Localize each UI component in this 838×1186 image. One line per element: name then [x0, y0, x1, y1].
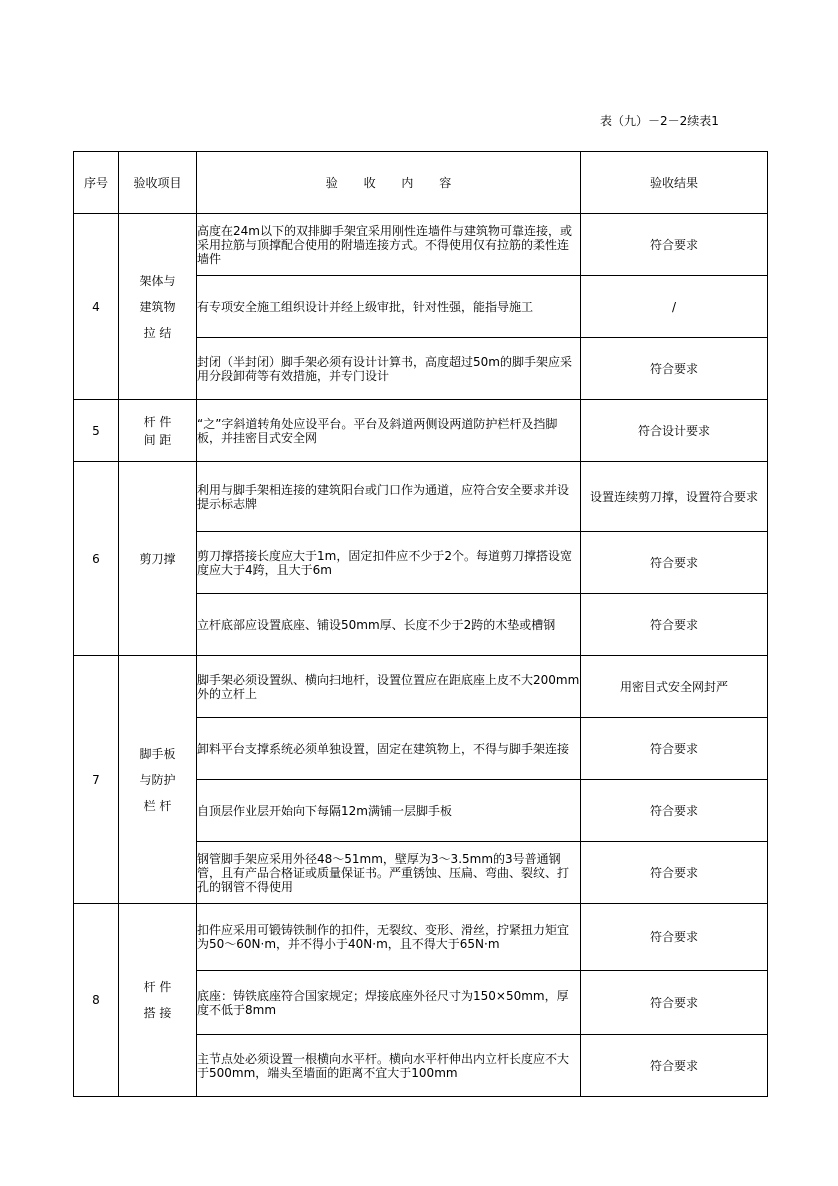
seq-cell: 5 [74, 400, 119, 462]
header-result: 验收结果 [581, 152, 768, 214]
table-row [74, 400, 768, 462]
item-cell [119, 214, 197, 400]
content-cell: 剪刀撑搭接长度应大于1m，固定扣件应不少于2个。每道剪刀撑搭设宽度应大于4跨，且大于6m [197, 532, 581, 594]
item-cell: 剪刀撑 [119, 462, 197, 656]
content-cell: 利用与脚手架相连接的建筑阳台或门口作为通道，应符合安全要求并设提示标志牌 [197, 462, 581, 532]
result-cell: 符合要求 [581, 338, 768, 400]
table-row [74, 462, 768, 532]
result-cell: 符合要求 [581, 971, 768, 1035]
item-line: 拉 结 [143, 325, 172, 340]
table-row [74, 904, 768, 971]
content-cell: 有专项安全施工组织设计并经上级审批，针对性强，能指导施工 [197, 276, 581, 338]
item-line: 杆 件 [143, 980, 172, 994]
content-cell: 扣件应采用可锻铸铁制作的扣件，无裂纹、变形、滑丝，拧紧扭力矩宜为50～60N·m，并不得小于40N·m，且不得大于65N·m [197, 904, 581, 971]
table-row [74, 656, 768, 718]
seq-cell: 8 [74, 904, 119, 1097]
result-cell: 符合要求 [581, 780, 768, 842]
result-cell: 符合要求 [581, 1035, 768, 1097]
item-line: 栏 杆 [143, 798, 172, 813]
result-cell: / [581, 276, 768, 338]
content-cell: “之”字斜道转角处应设平台。平台及斜道两侧设两道防护栏杆及挡脚板，并挂密目式安全网 [197, 400, 581, 462]
content-cell: 立杆底部应设置底座、铺设50mm厚、长度不少于2跨的木垫或槽钢 [197, 594, 581, 656]
result-cell: 符合要求 [581, 532, 768, 594]
header-row [74, 152, 768, 214]
result-cell: 符合设计要求 [581, 400, 768, 462]
content-cell: 封闭（半封闭）脚手架必须有设计计算书，高度超过50m的脚手架应采用分段卸荷等有效措施，并专门设计 [197, 338, 581, 400]
result-cell: 符合要求 [581, 904, 768, 971]
item-line: 与防护 [139, 772, 176, 787]
seq-cell: 4 [74, 214, 119, 400]
table-row [74, 214, 768, 276]
item-line: 杆 件 [143, 414, 172, 429]
content-cell: 脚手架必须设置纵、横向扫地杆，设置位置应在距底座上皮不大200mm外的立杆上 [197, 656, 581, 718]
content-cell: 自顶层作业层开始向下每隔12m满铺一层脚手板 [197, 780, 581, 842]
acceptance-table [73, 151, 768, 1097]
header-seq: 序号 [74, 152, 119, 214]
item-line: 搭 接 [143, 1006, 172, 1020]
header-content: 验 收 内 容 [197, 152, 581, 214]
item-line: 建筑物 [139, 299, 176, 314]
item-line: 脚手板 [139, 746, 176, 761]
seq-cell: 7 [74, 656, 119, 904]
result-cell: 符合要求 [581, 214, 768, 276]
content-cell: 卸料平台支撑系统必须单独设置，固定在建筑物上，不得与脚手架连接 [197, 718, 581, 780]
table-label: 表（九）－2－2续表1 [600, 114, 719, 128]
item-cell [119, 400, 197, 462]
result-cell: 符合要求 [581, 718, 768, 780]
item-line: 架体与 [139, 273, 176, 288]
result-cell: 符合要求 [581, 594, 768, 656]
content-cell: 底座：铸铁底座符合国家规定；焊接底座外径尺寸为150×50mm，厚度不低于8mm [197, 971, 581, 1035]
content-cell: 主节点处必须设置一根横向水平杆。横向水平杆伸出内立杆长度应不大于500mm，端头至墙面的距离不宜大于100mm [197, 1035, 581, 1097]
result-cell: 符合要求 [581, 842, 768, 904]
item-cell [119, 656, 197, 904]
content-cell: 高度在24m以下的双排脚手架宜采用刚性连墙件与建筑物可靠连接，或采用拉筋与顶撑配合使用的附墙连接方式。不得使用仅有拉筋的柔性连墙件 [197, 214, 581, 276]
item-cell [119, 904, 197, 1097]
item-line: 间 距 [143, 432, 172, 447]
content-cell: 钢管脚手架应采用外径48～51mm，壁厚为3～3.5mm的3号普通钢管，且有产品合格证或质量保证书。严重锈蚀、压扁、弯曲、裂纹、打孔的钢管不得使用 [197, 842, 581, 904]
header-item: 验收项目 [119, 152, 197, 214]
result-cell: 用密目式安全网封严 [581, 656, 768, 718]
seq-cell: 6 [74, 462, 119, 656]
result-cell: 设置连续剪刀撑，设置符合要求 [581, 462, 768, 532]
